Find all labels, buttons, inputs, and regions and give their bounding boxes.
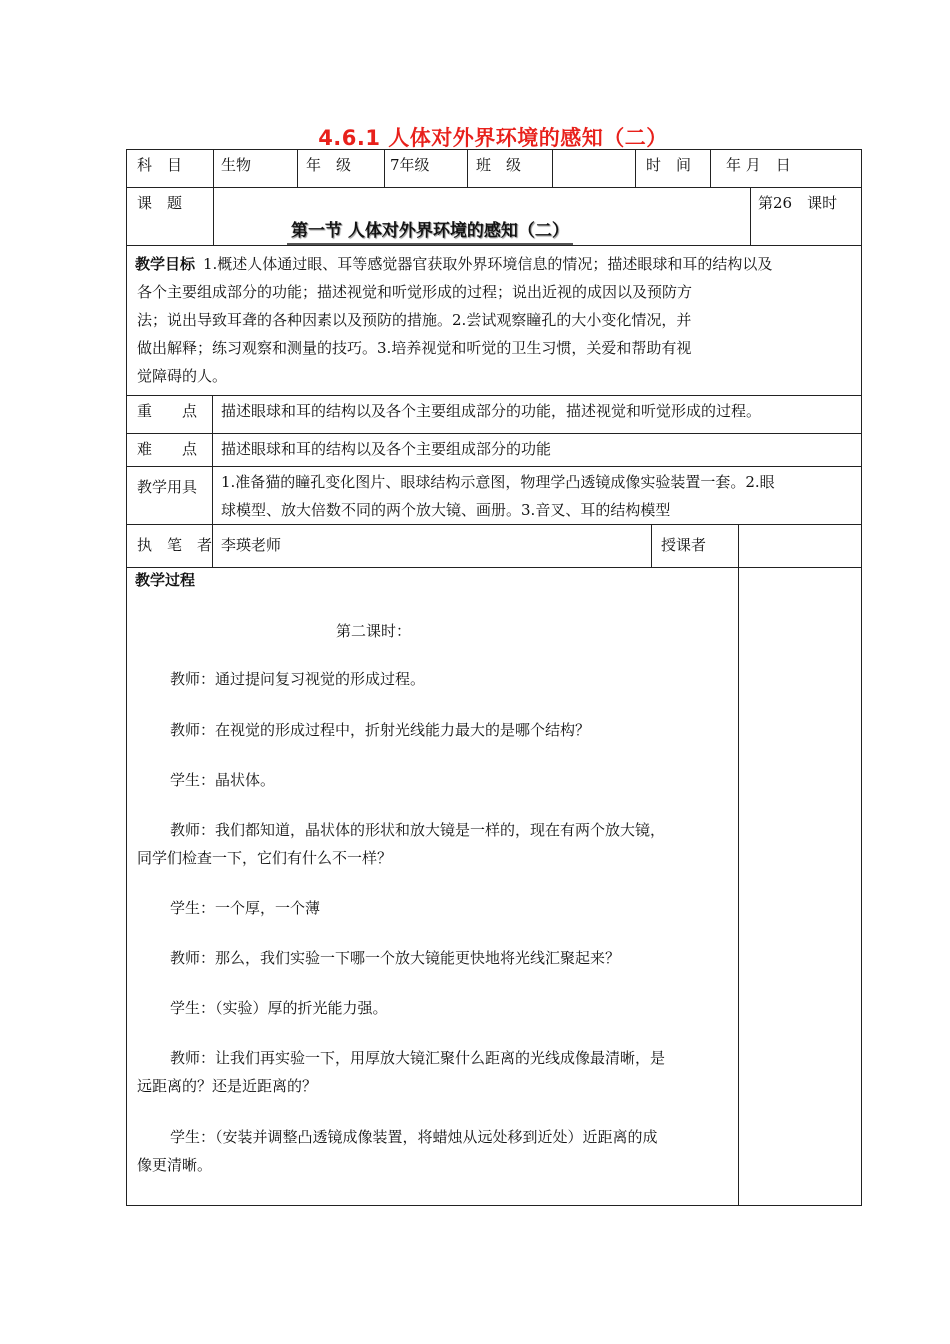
teacher-label: 授课者 (661, 536, 707, 554)
process-label: 教学过程 (135, 571, 196, 589)
difficulties-value: 描述眼球和耳的结构以及各个主要组成部分的功能 (221, 440, 552, 458)
objectives-line-3: 法；说出导致耳聋的各种因素以及预防的措施。2.尝试观察瞳孔的大小变化情况，并 (137, 311, 692, 329)
process-paragraph-8-line-2: 远距离的？还是近距离的？ (137, 1077, 318, 1095)
objectives-line-2: 各个主要组成部分的功能；描述视觉和听觉形成的过程；说出近视的成因以及预防方 (137, 283, 693, 301)
author-label: 执 笔 者 (137, 536, 213, 554)
process-side-cell (738, 567, 862, 1206)
process-paragraph-6: 教师：那么，我们实验一下哪一个放大镜能更快地将光线汇聚起来？ (170, 949, 621, 967)
tools-label: 教学用具 (137, 478, 198, 496)
process-heading: 第二课时： (336, 622, 412, 640)
process-paragraph-7: 学生：（实验）厚的折光能力强。 (170, 999, 388, 1017)
time-label: 时 间 (646, 156, 692, 174)
key-points-value: 描述眼球和耳的结构以及各个主要组成部分的功能，描述视觉和听觉形成的过程。 (221, 402, 762, 420)
objectives-label: 教学目标 (135, 255, 196, 273)
difficulties-label: 难 点 (137, 440, 198, 458)
process-paragraph-2: 教师：在视觉的形成过程中，折射光线能力最大的是哪个结构？ (170, 721, 591, 739)
topic-label: 课 题 (137, 194, 183, 212)
key-points-label: 重 点 (137, 402, 198, 420)
subject-label: 科 目 (137, 156, 183, 174)
lesson-title-text: 第一节 人体对外界环境的感知（二） (291, 221, 569, 241)
process-cell (126, 567, 738, 1206)
period-value: 第26 课时 (758, 194, 838, 212)
grade-label: 年 级 (306, 156, 352, 174)
lesson-title (291, 216, 569, 241)
class-value-cell (552, 149, 635, 187)
teacher-value-cell (738, 524, 862, 567)
process-paragraph-4-line-2: 同学们检查一下，它们有什么不一样？ (137, 849, 393, 867)
document-title: 4.6.1 人体对外界环境的感知（二） (318, 126, 668, 150)
process-paragraph-5: 学生：一个厚，一个薄 (170, 899, 321, 917)
time-value: 年 月 日 (726, 156, 791, 174)
objectives-line-4: 做出解释；练习观察和测量的技巧。3.培养视觉和听觉的卫生习惯，关爱和帮助有视 (137, 339, 692, 357)
objectives-line-5: 觉障碍的人。 (137, 367, 228, 385)
objectives-line-1: 1.概述人体通过眼、耳等感觉器官获取外界环境信息的情况；描述眼球和耳的结构以及 (203, 255, 773, 273)
tools-line-2: 球模型、放大倍数不同的两个放大镜、画册。3.音叉、耳的结构模型 (221, 501, 671, 519)
process-paragraph-1: 教师：通过提问复习视觉的形成过程。 (170, 670, 426, 688)
tools-line-1: 1.准备猫的瞳孔变化图片、眼球结构示意图，物理学凸透镜成像实验装置一套。2.眼 (221, 473, 775, 491)
grade-value: 7年级 (390, 156, 430, 174)
process-paragraph-3: 学生：晶状体。 (170, 771, 276, 789)
subject-value: 生物 (221, 156, 252, 174)
process-paragraph-9-line-2: 像更清晰。 (137, 1156, 213, 1174)
process-paragraph-9-line-1: 学生：（安装并调整凸透镜成像装置，将蜡烛从远处移到近处）近距离的成 (170, 1128, 658, 1146)
process-paragraph-4-line-1: 教师：我们都知道，晶状体的形状和放大镜是一样的，现在有两个放大镜， (170, 821, 666, 839)
class-label: 班 级 (476, 156, 522, 174)
author-value: 李瑛老师 (221, 536, 282, 554)
process-paragraph-8-line-1: 教师：让我们再实验一下，用厚放大镜汇聚什么距离的光线成像最清晰，是 (170, 1049, 666, 1067)
